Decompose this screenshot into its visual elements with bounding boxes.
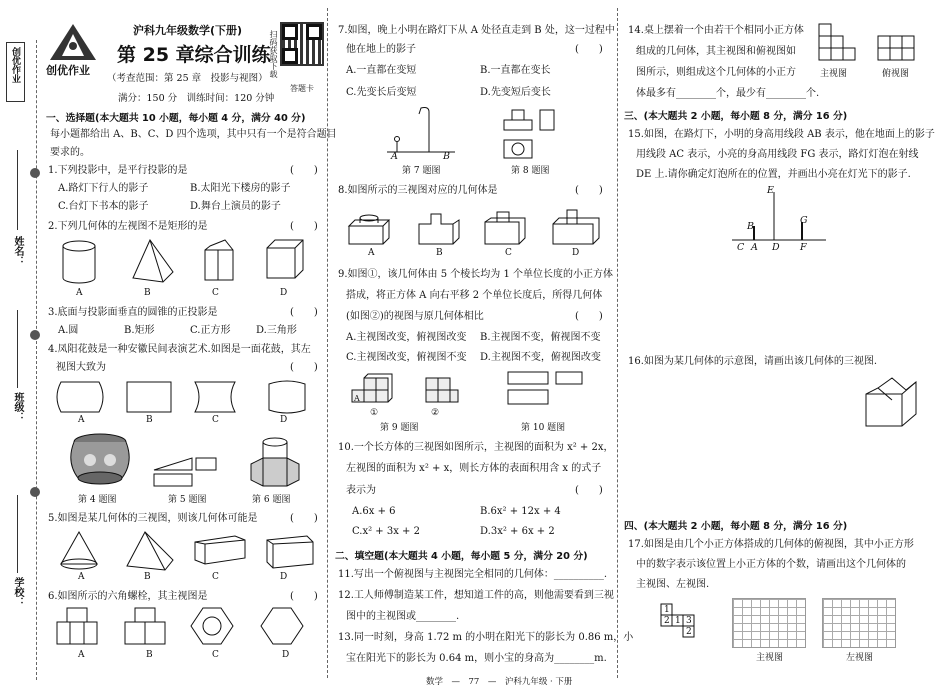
q1-option-b[interactable]: B.太阳光下楼房的影子	[190, 183, 291, 194]
q10-option-b[interactable]: B.6x² + 12x + 4	[480, 506, 561, 517]
side-badge-text: 创优作业	[10, 47, 20, 83]
q3-option-d[interactable]: D.三角形	[256, 325, 297, 336]
q13-stem: 13.同一时刻，身高 1.72 m 的小明在阳光下的影长为 0.86 m，小	[338, 632, 634, 643]
q8-paren: ( )	[575, 185, 603, 196]
q6-label-a[interactable]: A	[78, 650, 85, 660]
q6-options	[55, 606, 320, 648]
q15-stem: 15.如图，在路灯下，小明的身高用线段 AB 表示，他在地面上的影子	[628, 129, 935, 140]
q2-label-d[interactable]: D	[280, 288, 288, 298]
section-4-heading: 四、(本大题共 2 小题，每小题 8 分，满分 16 分)	[624, 521, 848, 532]
q5-options	[55, 530, 320, 572]
q9-figure-2	[412, 370, 462, 406]
bolt-figure	[245, 432, 305, 490]
q11-stem[interactable]: 11.写出一个俯视图与主视图完全相同的几何体：__________.	[338, 569, 608, 580]
q9-stem: (如图②)的视图与原几何体相比	[346, 311, 484, 322]
q2-label-a[interactable]: A	[76, 288, 83, 298]
q6-figure-caption: 第 6 题图	[252, 495, 291, 505]
q10-figure-caption: 第 10 题图	[521, 423, 566, 433]
section-1-intro: 每小题都给出 A、B、C、D 四个选项，其中只有一个是符合题目	[50, 129, 337, 140]
brand-name: 创优作业	[46, 64, 90, 77]
q17-cell: 3	[686, 616, 692, 626]
q1-stem: 1.下列投影中，是平行投影的是	[48, 165, 188, 176]
q2-figures	[55, 238, 315, 286]
q7-option-c[interactable]: C.先变长后变短	[346, 87, 417, 98]
q14-stem: 图所示，则组成这个几何体的小正方	[636, 67, 796, 78]
page-footer: 数学 — 77 — 沪科九年级 · 下册	[426, 677, 573, 687]
q17-stem: 中的数字表示该位置上小正方体的个数，请画出这个几何体的	[636, 559, 906, 570]
brand-logo	[48, 22, 98, 62]
q4-label-b[interactable]: B	[146, 415, 153, 425]
q8-options	[345, 210, 610, 248]
class-label: 班级：	[12, 392, 23, 422]
q14-front-view-label: 主视图	[820, 69, 848, 79]
q7-paren: ( )	[575, 44, 603, 55]
q10-stem: 左视图的面积为 x² + x，则长方体的表面积用含 x 的式子	[346, 463, 602, 474]
q3-stem: 3.底面与投影面垂直的圆锥的正投影是	[48, 307, 218, 318]
q15-point-g: G	[800, 215, 808, 226]
q17-cell: 2	[686, 627, 692, 637]
q15-point-b: B	[747, 221, 754, 232]
q1-option-d[interactable]: D.舞台上演员的影子	[190, 201, 281, 212]
q4-options	[55, 380, 320, 414]
q10-option-c[interactable]: C.x² + 3x + 2	[352, 526, 420, 537]
q9-figure-1-label: ①	[370, 408, 379, 418]
name-label: 姓名：	[12, 236, 23, 266]
section-1-intro: 要求的。	[50, 147, 90, 158]
q16-stem: 16.如图为某几何体的示意图，请画出该几何体的三视图.	[628, 356, 878, 367]
q12-stem: 12.工人师傅制造某工件，想知道工件的高，则他需要看到三视	[338, 590, 614, 601]
q4-label-c[interactable]: C	[212, 415, 219, 425]
q2-label-c[interactable]: C	[212, 288, 219, 298]
q5-label-b[interactable]: B	[144, 572, 151, 582]
q9-stem: 搭成，将正方体 A 向右平移 2 个单位长度后，所得几何体	[346, 290, 603, 301]
q2-stem: 2.下列几何体的左视图不是矩形的是	[48, 221, 208, 232]
qr-caption: 扫码获取下载	[269, 30, 278, 78]
q15-point-f: F	[800, 242, 807, 253]
q15-point-c: C	[737, 242, 745, 253]
q10-option-a[interactable]: A.6x + 6	[352, 506, 396, 517]
q2-label-b[interactable]: B	[144, 288, 151, 298]
q8-label-d[interactable]: D	[572, 248, 580, 258]
q1-paren: ( )	[290, 165, 318, 176]
q15-figure	[730, 188, 830, 250]
q13-stem[interactable]: 宝在阳光下的影长为 0.64 m，则小宝的身高为________m.	[346, 653, 607, 664]
q9-figure-caption: 第 9 题图	[380, 423, 419, 433]
q8-label-c[interactable]: C	[505, 248, 512, 258]
q5-figure-caption: 第 5 题图	[168, 495, 207, 505]
q16-figure	[862, 374, 920, 430]
exam-scope: （考查范围：第 25 章 投影与视图）	[107, 73, 268, 84]
q7-stem: 他在地上的影子	[346, 44, 416, 55]
q5-views-figure	[150, 452, 220, 488]
q10-paren: ( )	[575, 485, 603, 496]
column-divider	[327, 8, 328, 678]
q14-stem[interactable]: 体最多有________个，最少有________个.	[636, 88, 820, 99]
q6-label-c[interactable]: C	[212, 650, 219, 660]
q7-stem: 7.如图，晚上小明在路灯下从 A 处径直走到 B 处，这一过程中	[338, 25, 615, 36]
q4-label-a[interactable]: A	[78, 415, 85, 425]
q7-point-a: A	[391, 151, 398, 162]
q9-stem: 9.如图①，该几何体由 5 个棱长均为 1 个单位长度的小正方体	[338, 269, 613, 280]
q2-paren: ( )	[290, 221, 318, 232]
q4-paren: ( )	[290, 362, 318, 373]
q6-stem: 6.如图所示的六角螺栓，其主视图是	[48, 591, 208, 602]
q5-stem: 5.如图是某几何体的三视图，则该几何体可能是	[48, 513, 258, 524]
page-title: 第 25 章综合训练	[117, 44, 271, 66]
qr-label: 答题卡	[290, 84, 314, 93]
q5-paren: ( )	[290, 513, 318, 524]
punch-hole	[30, 487, 40, 497]
q4-stem: 4.凤阳花鼓是一种安徽民间表演艺术.如图是一面花鼓，其左	[48, 344, 311, 355]
left-view-label: 左视图	[846, 653, 874, 663]
q1-option-a[interactable]: A.路灯下行人的影子	[58, 183, 149, 194]
q3-option-c[interactable]: C.正方形	[190, 325, 231, 336]
q14-front-view	[817, 22, 857, 62]
q6-label-d[interactable]: D	[282, 650, 290, 660]
section-3-heading: 三、(本大题共 2 小题，每小题 8 分，满分 16 分)	[624, 111, 848, 122]
q8-stem: 8.如图所示的三视图对应的几何体是	[338, 185, 498, 196]
q17-cell: 2	[664, 616, 670, 626]
q15-point-e: E	[767, 185, 774, 196]
name-field[interactable]	[17, 150, 18, 230]
q12-stem[interactable]: 图中的主视图或________.	[346, 611, 460, 622]
q3-option-b[interactable]: B.矩形	[124, 325, 155, 336]
q9-option-c[interactable]: C.主视图改变，俯视图不变	[346, 352, 467, 363]
q8-label-b[interactable]: B	[436, 248, 443, 258]
q5-label-a[interactable]: A	[78, 572, 85, 582]
q15-stem: 用线段 AC 表示，小亮的身高用线段 FG 表示，路灯灯泡在射线	[636, 149, 919, 160]
q7-option-d[interactable]: D.先变短后变长	[480, 87, 551, 98]
left-view-answer-grid[interactable]	[822, 598, 896, 648]
q7-option-b[interactable]: B.一直都在变长	[480, 65, 551, 76]
q7-option-a[interactable]: A.一直都在变短	[346, 65, 417, 76]
q14-stem: 组成的几何体，其主视图和俯视图如	[636, 46, 796, 57]
q17-stem: 17.如图是由几个小正方体搭成的几何体的俯视图，其中小正方形	[628, 539, 914, 550]
section-2-heading: 二、填空题(本大题共 4 小题，每小题 5 分，满分 20 分)	[335, 551, 588, 562]
q17-cell: 1	[664, 605, 670, 615]
q3-option-a[interactable]: A.圆	[58, 325, 79, 336]
q4-label-d[interactable]: D	[280, 415, 288, 425]
q10-views-figure	[506, 368, 601, 406]
q7-point-b: B	[443, 151, 450, 162]
q9-option-a[interactable]: A.主视图改变，俯视图改变	[346, 332, 467, 343]
q15-stem: DE 上.请你确定灯泡所在的位置，并画出小亮在灯光下的影子.	[636, 169, 911, 180]
exam-meta: 满分：150 分 训练时间：120 分钟	[118, 93, 275, 104]
q10-stem: 10.一个长方体的三视图如图所示，主视图的面积为 x² + 2x，	[338, 442, 614, 453]
series-name: 沪科九年级数学(下册)	[133, 24, 243, 37]
q9-option-d[interactable]: D.主视图不变，俯视图改变	[480, 352, 601, 363]
qr-corner	[306, 24, 322, 40]
side-badge	[6, 42, 25, 102]
q8-views-figure	[500, 106, 570, 162]
q8-figure-caption: 第 8 题图	[511, 166, 550, 176]
binding-line	[36, 40, 37, 680]
column-divider	[617, 8, 618, 678]
front-view-answer-grid[interactable]	[732, 598, 806, 648]
q4-figure-caption: 第 4 题图	[78, 495, 117, 505]
q9-figure-2-label: ②	[431, 408, 440, 418]
q1-option-c[interactable]: C.台灯下书本的影子	[58, 201, 149, 212]
q10-option-d[interactable]: D.3x² + 6x + 2	[480, 526, 555, 537]
q14-stem: 14.桌上摆着一个由若干个相同小正方体	[628, 25, 804, 36]
q5-label-d[interactable]: D	[280, 572, 288, 582]
q6-label-b[interactable]: B	[146, 650, 153, 660]
q8-label-a[interactable]: A	[368, 248, 375, 258]
q17-stem: 主视图、左视图.	[636, 579, 710, 590]
q15-point-a: A	[751, 242, 758, 253]
q9-option-b[interactable]: B.主视图不变，俯视图不变	[480, 332, 601, 343]
q6-paren: ( )	[290, 591, 318, 602]
qr-corner	[282, 48, 298, 64]
punch-hole	[30, 168, 40, 178]
q4-stem: 视图大致为	[56, 362, 106, 373]
q9-cube-label: A	[354, 394, 360, 403]
class-field[interactable]	[17, 310, 18, 388]
q14-top-view	[876, 34, 918, 62]
qr-corner	[282, 24, 298, 40]
q17-cell: 1	[675, 616, 681, 626]
punch-hole	[30, 330, 40, 340]
drum-figure	[70, 432, 130, 488]
front-view-label: 主视图	[756, 653, 784, 663]
q9-paren: ( )	[575, 311, 603, 322]
school-field[interactable]	[17, 495, 18, 573]
q14-top-view-label: 俯视图	[882, 69, 910, 79]
q10-stem: 表示为	[346, 485, 376, 496]
q7-figure-caption: 第 7 题图	[402, 166, 441, 176]
q5-label-c[interactable]: C	[212, 572, 219, 582]
q15-point-d: D	[772, 242, 780, 253]
q3-paren: ( )	[290, 307, 318, 318]
section-1-heading: 一、选择题(本大题共 10 小题，每小题 4 分，满分 40 分)	[46, 113, 306, 124]
school-label: 学校：	[12, 577, 23, 607]
